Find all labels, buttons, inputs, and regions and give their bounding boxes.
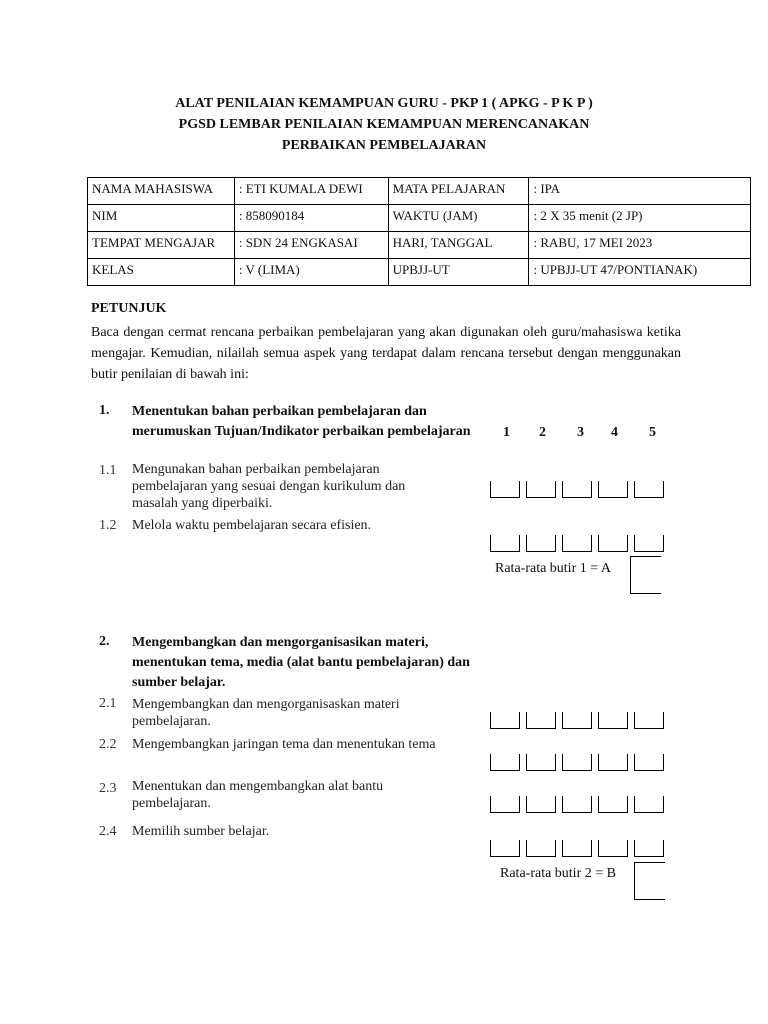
- value-upbjj: : UPBJJ-UT 47/PONTIANAK): [529, 259, 751, 286]
- value-tempat-mengajar: : SDN 24 ENGKASAI: [234, 232, 388, 259]
- petunjuk-heading: PETUNJUK: [91, 301, 167, 316]
- form-title-line-2: PGSD LEMBAR PENILAIAN KEMAMPUAN MERENCANAKAN: [178, 117, 590, 132]
- rating-boxes-2-3: [490, 796, 670, 813]
- item-2-2-text: Mengembangkan jaringan tema dan menentukan tema: [132, 737, 436, 752]
- table-row: [88, 178, 751, 205]
- item-2-1-text: Mengembangkan dan mengorganisaskan materi pembelajaran.: [132, 697, 400, 729]
- rating-box[interactable]: [634, 754, 664, 771]
- item-2-3-text: Menentukan dan mengembangkan alat bantu pembelajaran.: [132, 779, 384, 811]
- rating-box[interactable]: [562, 535, 592, 552]
- value-hari-tanggal: : RABU, 17 MEI 2023: [529, 232, 751, 259]
- item-2-4-number: 2.4: [99, 824, 117, 839]
- label-hari-tanggal: HARI, TANGGAL: [388, 232, 529, 259]
- value-mata-pelajaran: : IPA: [529, 178, 751, 205]
- value-waktu: : 2 X 35 menit (2 JP): [529, 205, 751, 232]
- rating-box[interactable]: [490, 481, 520, 498]
- label-upbjj: UPBJJ-UT: [388, 259, 529, 286]
- rating-box[interactable]: [634, 481, 664, 498]
- item-2-3-number: 2.3: [99, 781, 117, 796]
- table-row: [88, 205, 751, 232]
- scale-label-3: 3: [577, 425, 584, 440]
- item-2-1-number: 2.1: [99, 696, 117, 711]
- rating-box[interactable]: [526, 712, 556, 729]
- scale-label-4: 4: [611, 425, 618, 440]
- rating-box[interactable]: [526, 535, 556, 552]
- item-2-4-text: Memilih sumber belajar.: [132, 824, 270, 839]
- rating-box[interactable]: [598, 535, 628, 552]
- label-nama-mahasiswa: NAMA MAHASISWA: [88, 178, 235, 205]
- rating-box[interactable]: [634, 535, 664, 552]
- label-nim: NIM: [88, 205, 235, 232]
- rating-boxes-2-2: [490, 754, 670, 771]
- average-1-box[interactable]: [630, 556, 661, 594]
- section-2-title: Mengembangkan dan mengorganisasikan materi, menentukan tema, media (alat bantu pembelajaran) dan sumber belajar.: [132, 635, 470, 690]
- average-1-label: Rata-rata butir 1 = A: [495, 561, 611, 576]
- rating-box[interactable]: [634, 840, 664, 857]
- rating-box[interactable]: [598, 481, 628, 498]
- table-row: [88, 232, 751, 259]
- item-1-2-number: 1.2: [99, 518, 117, 533]
- section-1-number: 1.: [99, 403, 110, 418]
- item-1-1-text: Mengunakan bahan perbaikan pembelajaran pembelajaran yang sesuai dengan kurikulum dan masalah yang diperbaiki.: [132, 462, 406, 511]
- rating-box[interactable]: [562, 481, 592, 498]
- rating-box[interactable]: [526, 754, 556, 771]
- rating-box[interactable]: [490, 535, 520, 552]
- label-tempat-mengajar: TEMPAT MENGAJAR: [88, 232, 235, 259]
- rating-box[interactable]: [634, 796, 664, 813]
- rating-boxes-2-1: [490, 712, 670, 729]
- value-nama-mahasiswa: : ETI KUMALA DEWI: [234, 178, 388, 205]
- form-title-line-1: ALAT PENILAIAN KEMAMPUAN GURU - PKP 1 ( APKG - P K P ): [175, 96, 593, 111]
- rating-box[interactable]: [526, 481, 556, 498]
- average-2-box[interactable]: [634, 862, 665, 900]
- item-1-2-text: Melola waktu pembelajaran secara efisien.: [132, 518, 372, 533]
- rating-box[interactable]: [562, 754, 592, 771]
- rating-box[interactable]: [562, 712, 592, 729]
- label-waktu: WAKTU (JAM): [388, 205, 529, 232]
- petunjuk-text: Baca dengan cermat rencana perbaikan pembelajaran yang akan digunakan oleh guru/mahasiswa ketika mengajar. Kemudian, nilailah semua aspek yang terdapat dalam rencana tersebut dengan menggunakan butir penilaian di bawah ini:: [91, 325, 681, 382]
- rating-boxes-1-2: [490, 535, 670, 552]
- value-kelas: : V (LIMA): [234, 259, 388, 286]
- scale-label-1: 1: [503, 425, 510, 440]
- rating-box[interactable]: [490, 796, 520, 813]
- info-table: [87, 177, 751, 286]
- label-kelas: KELAS: [88, 259, 235, 286]
- rating-box[interactable]: [562, 840, 592, 857]
- average-2-label: Rata-rata butir 2 = B: [500, 866, 616, 881]
- scale-label-2: 2: [539, 425, 546, 440]
- rating-box[interactable]: [598, 796, 628, 813]
- rating-box[interactable]: [598, 754, 628, 771]
- rating-box[interactable]: [490, 712, 520, 729]
- rating-boxes-1-1: [490, 481, 670, 498]
- rating-box[interactable]: [598, 712, 628, 729]
- rating-box[interactable]: [526, 840, 556, 857]
- label-mata-pelajaran: MATA PELAJARAN: [388, 178, 529, 205]
- item-2-2-number: 2.2: [99, 737, 117, 752]
- section-1-title: Menentukan bahan perbaikan pembelajaran dan merumuskan Tujuan/Indikator perbaikan pembelajaran: [132, 404, 471, 439]
- rating-box[interactable]: [634, 712, 664, 729]
- rating-box[interactable]: [598, 840, 628, 857]
- rating-box[interactable]: [490, 840, 520, 857]
- rating-box[interactable]: [490, 754, 520, 771]
- section-2-number: 2.: [99, 634, 110, 649]
- form-title-line-3: PERBAIKAN PEMBELAJARAN: [281, 138, 487, 153]
- rating-box[interactable]: [562, 796, 592, 813]
- rating-box[interactable]: [526, 796, 556, 813]
- rating-boxes-2-4: [490, 840, 670, 857]
- table-row: [88, 259, 751, 286]
- value-nim: : 858090184: [234, 205, 388, 232]
- item-1-1-number: 1.1: [99, 463, 117, 478]
- scale-label-5: 5: [649, 425, 656, 440]
